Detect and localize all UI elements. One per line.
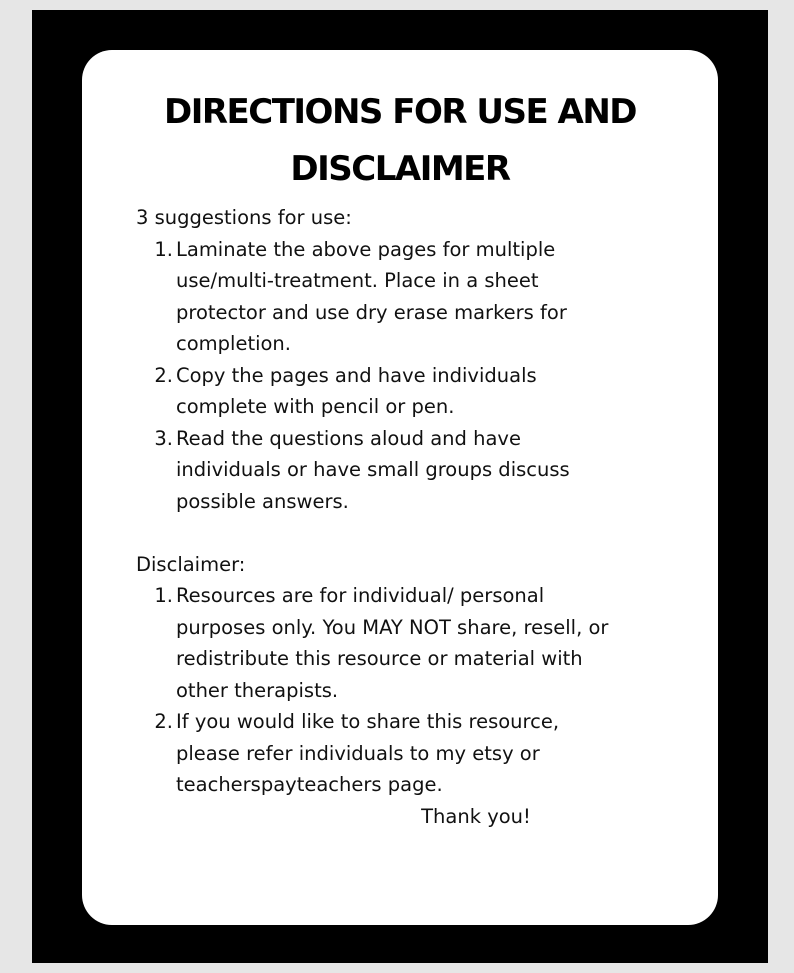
list-item <box>136 360 696 423</box>
list-text-line: complete with pencil or pen. <box>176 395 455 418</box>
list-number: 3. <box>154 426 173 450</box>
list-item <box>136 706 696 801</box>
list-text-line: redistribute this resource or material with <box>176 647 583 670</box>
list-number: 2. <box>154 710 173 733</box>
list-text-line: possible answers. <box>176 489 349 513</box>
list-number: 1. <box>154 237 173 261</box>
suggestions-label: 3 suggestions for use: <box>136 206 352 229</box>
list-text <box>176 360 696 423</box>
list-text-line: protector and use dry erase markers for <box>176 300 567 324</box>
disclaimer-list <box>136 580 696 801</box>
list-text-line: use/multi-treatment. Place in a sheet <box>176 269 539 292</box>
suggestions-list <box>136 234 696 518</box>
list-text <box>176 423 696 518</box>
list-text-line: individuals or have small groups discuss <box>176 458 570 481</box>
list-text-line: Laminate the above pages for multiple <box>176 237 556 261</box>
list-text-line: purposes only. You MAY NOT share, resell, or <box>176 615 609 639</box>
list-text <box>176 580 696 706</box>
list-item <box>136 423 696 518</box>
list-text-line: other therapists. <box>176 678 339 702</box>
list-number: 1. <box>154 584 173 607</box>
title-line-1: DIRECTIONS FOR USE AND <box>163 92 637 132</box>
list-text-line: If you would like to share this resource, <box>176 710 560 733</box>
list-item <box>136 580 696 706</box>
list-text-line: teacherspayteachers page. <box>176 773 443 796</box>
page-frame <box>32 10 768 963</box>
list-text-line: completion. <box>176 332 291 355</box>
document-body <box>136 202 696 832</box>
list-text <box>176 234 696 360</box>
content-card <box>82 50 718 925</box>
list-text-line: please refer individuals to my etsy or <box>176 741 540 765</box>
closing-text: Thank you! <box>421 804 531 828</box>
list-item <box>136 234 696 360</box>
section-spacer <box>136 517 696 549</box>
title-line-2: DISCLAIMER <box>290 149 510 189</box>
list-number: 2. <box>154 363 173 387</box>
list-text-line: Copy the pages and have individuals <box>176 363 537 387</box>
list-text-line: Resources are for individual/ personal <box>176 584 545 607</box>
list-text-line: Read the questions aloud and have <box>176 426 521 450</box>
page-title <box>82 84 718 198</box>
list-text <box>176 706 696 801</box>
disclaimer-label: Disclaimer: <box>136 552 246 576</box>
